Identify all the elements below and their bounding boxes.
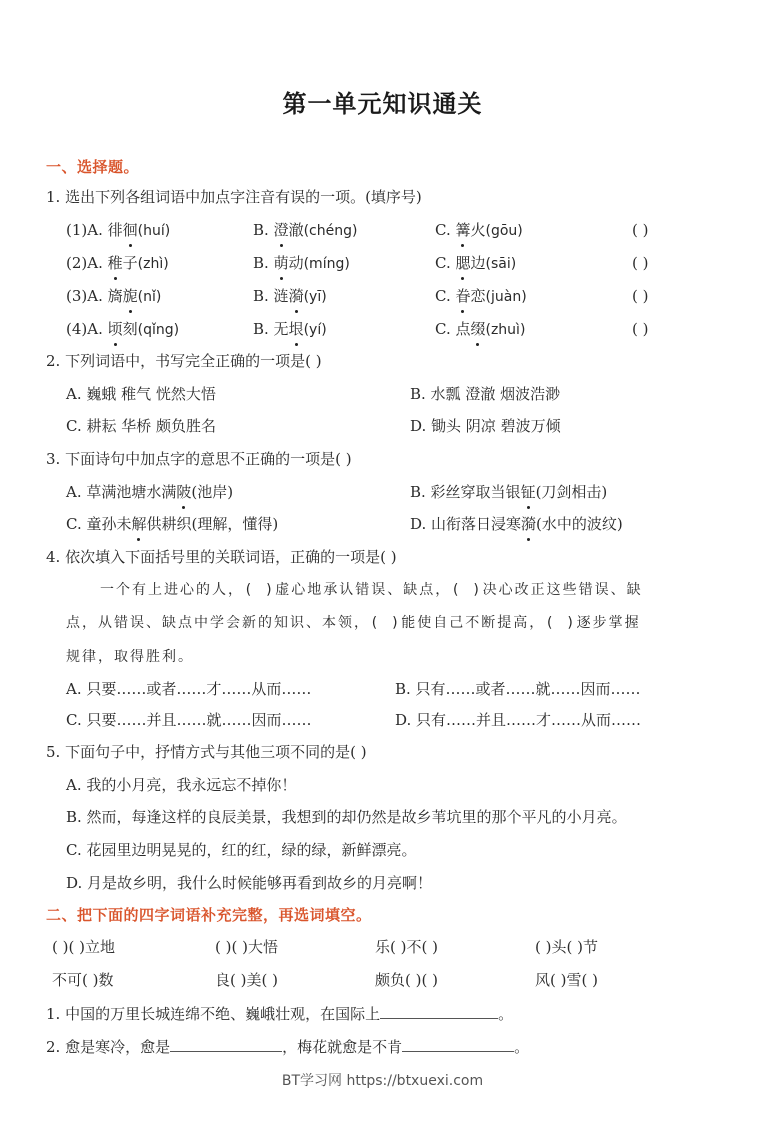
q4-stem: 4. 依次填入下面括号里的关联词语，正确的一项是( )	[46, 548, 397, 566]
idiom-blank[interactable]: 乐( )不( )	[375, 938, 438, 956]
fill-blank[interactable]	[380, 1002, 498, 1019]
dotted-char: 顷	[107, 320, 123, 338]
idiom-blank[interactable]: ( )( )大悟	[215, 938, 278, 956]
fill-sentence-2: 2. 愈是寒冷，愈是 ，梅花就愈是不肯 。	[46, 1035, 529, 1058]
dotted-char: 陂	[176, 483, 192, 501]
idiom-blank[interactable]: ( )( )立地	[52, 938, 115, 956]
answer-blank[interactable]: ( )	[632, 221, 649, 239]
q2-option-b: B. 水瓢 澄澈 烟波浩渺	[410, 385, 561, 403]
dotted-char: 解	[131, 515, 147, 533]
q2-option-c: C. 耕耘 华桥 颇负胜名	[66, 417, 217, 435]
q5-option-b: B. 然而，每逢这样的良辰美景，我想到的却仍然是故乡苇坑里的那个平凡的小月亮。	[66, 808, 627, 826]
q3-stem: 3. 下面诗句中加点字的意思不正确的一项是( )	[46, 450, 352, 468]
dotted-char: 钲	[520, 483, 536, 501]
dotted-char: 稚	[107, 254, 123, 272]
idiom-blank[interactable]: 良( )美( )	[215, 971, 278, 989]
q3-option-d: D. 山衔落日浸寒漪(水中的波纹)	[410, 515, 623, 533]
dotted-char: 旎	[122, 287, 138, 305]
q1-stem: 1. 选出下列各组词语中加点字注音有误的一项。(填序号)	[46, 188, 422, 206]
dotted-char: 腮	[455, 254, 471, 272]
dotted-char: 漪	[288, 287, 304, 305]
answer-blank[interactable]: ( )	[632, 287, 649, 305]
q3-option-b: B. 彩丝穿取当银钲(刀剑相击)	[410, 483, 608, 501]
idiom-blank[interactable]: ( )头( )节	[535, 938, 598, 956]
answer-blank[interactable]: ( )	[632, 320, 649, 338]
watermark-footer: BT学习网 https://btxuexi.com	[281, 1073, 484, 1089]
q5-stem: 5. 下面句子中，抒情方式与其他三项不同的是( )	[46, 743, 367, 761]
section-2-heading: 二、把下面的四字词语补充完整，再选词填空。	[46, 906, 372, 924]
fill-sentence-1: 1. 中国的万里长城连绵不绝、巍峨壮观，在国际上 。	[46, 1002, 513, 1025]
q4-option-d: D. 只有……并且……才……从而……	[395, 711, 642, 729]
page-title: 第一单元知识通关	[282, 89, 483, 118]
idiom-blank[interactable]: 颇负( )( )	[375, 971, 438, 989]
answer-blank[interactable]: ( )	[632, 254, 649, 272]
dotted-char: 澄	[273, 221, 289, 239]
dotted-char: 眷	[455, 287, 471, 305]
q4-option-b: B. 只有……或者……就……因而……	[395, 680, 641, 698]
dotted-char: 徊	[122, 221, 138, 239]
q2-option-a: A. 巍蛾 稚气 恍然大悟	[66, 385, 216, 403]
section-1-heading: 一、选择题。	[46, 158, 140, 176]
idiom-blank[interactable]: 风( )雪( )	[535, 971, 598, 989]
q4-passage-line-2: 点，从错误、缺点中学会新的知识、本领，( )能使自己不断提高，( )逐步掌握	[66, 615, 641, 631]
q3-option-c: C. 童孙未解供耕织(理解，懂得)	[66, 515, 279, 533]
q4-option-c: C. 只要……并且……就……因而……	[66, 711, 312, 729]
q4-option-a: A. 只要……或者……才……从而……	[66, 680, 312, 698]
dotted-char: 缀	[470, 320, 486, 338]
q2-option-d: D. 锄头 阴凉 碧波万倾	[410, 417, 561, 435]
dotted-char: 篝	[455, 221, 471, 239]
q5-option-d: D. 月是故乡明，我什么时候能够再看到故乡的月亮啊！	[66, 874, 433, 892]
q5-option-a: A. 我的小月亮，我永远忘不掉你！	[66, 776, 297, 794]
q4-passage-line-1: 一个有上进心的人，( )虚心地承认错误、缺点，( )决心改正这些错误、缺	[100, 582, 643, 598]
q4-passage-line-3: 规律，取得胜利。	[66, 649, 194, 665]
dotted-char: 漪	[521, 515, 537, 533]
dotted-char: 萌	[273, 254, 289, 272]
idiom-blank[interactable]: 不可( )数	[52, 971, 114, 989]
q3-option-a: A. 草满池塘水满陂(池岸)	[66, 483, 234, 501]
q5-option-c: C. 花园里边明晃晃的，红的红，绿的绿，新鲜漂亮。	[66, 841, 417, 859]
worksheet-page: 第一单元知识通关 一、选择题。 1. 选出下列各组词语中加点字注音有误的一项。(填序号) (1)A. 徘徊(huí) B. 澄澈(chéng) C. 篝火(gōu) ( ) (2)A. 稚子(zhì) B. 萌动(míng) C. 腮边(sāi) ( ) (3)A. 旖旎(nǐ) B. 涟漪(yī) C. 眷恋(juàn) ( ) (4)A. 顷刻(qǐng) B. 无垠(yí) C. 点缀(zhuì) ( ) 2. 下列词语中，书写完全正确的一项是( ) A. 巍蛾 稚气 恍然大悟 B. 水瓢 澄澈 烟波浩渺 C. 耕耘 华桥 颇负胜名 D. 锄头 阴凉 碧波万倾 3. 下面诗句中加点字的意思不正确的一项是( ) A. 草满池塘水满陂(池岸) B. 彩丝穿取当银钲(刀剑相击) C. 童孙未解供耕织(理解，懂得) D. 山衔落日浸寒漪(水中的波纹) 4. 依次填入下面括号里的关联词语，正确的一项是( ) 一个有上进心的人，( )虚心地承认错误、缺点，( )决心改正这些错误、缺 点，从错误、缺点中学会新的知识、本领，( )能使自己不断提高，( )逐步掌握 规律，取得胜利。 A. 只要……或者……才……从而…… B. 只有……或者……就……因而…… C. 只要……并且……就……因而…… D. 只有……并且……才……从而…… 5. 下面句子中，抒情方式与其他三项不同的是( ) A. 我的小月亮，我永远忘不掉你！ B. 然而，每逢这样的良辰美景，我想到的却仍然是故乡苇坑里的那个平凡的小月亮。 C. 花园里边明晃晃的，红的红，绿的绿，新鲜漂亮。 D. 月是故乡明，我什么时候能够再看到故乡的月亮啊！ 二、把下面的四字词语补充完整，再选词填空。 ( )( )立地 ( )( )大悟 乐( )不( ) ( )头( )节 不可( )数 良( )美( ) 颇负( )( ) 风( )雪( ) 1. 中国的万里长城连绵不绝、巍峨壮观，在国际上 。 2. 愈是寒冷，愈是 ，梅花就愈是不肯 。 BT学习网 https://btxuexi.com	[0, 0, 765, 1122]
fill-blank[interactable]	[170, 1035, 282, 1052]
q2-stem: 2. 下列词语中，书写完全正确的一项是( )	[46, 352, 322, 370]
dotted-char: 垠	[288, 320, 304, 338]
fill-blank[interactable]	[402, 1035, 514, 1052]
